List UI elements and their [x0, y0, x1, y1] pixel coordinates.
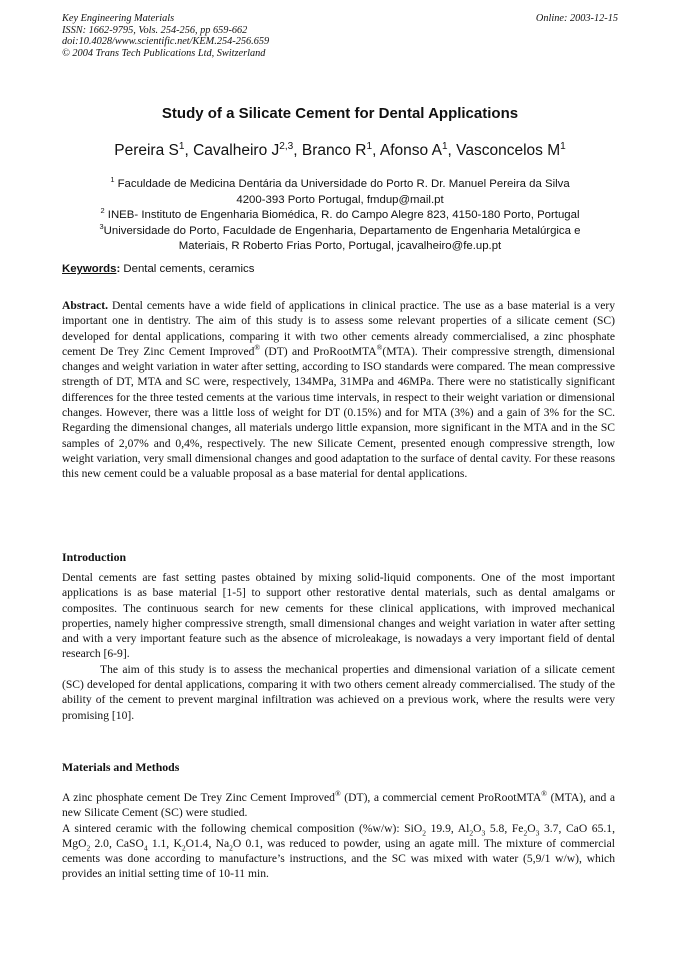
- keywords-label: Keywords: [62, 263, 117, 275]
- abstract-text: Dental cements have a wide field of applications in clinical practice. The use as a base material is a very important one in dentistry. The aim of this study is to assess some relevant properties of a silicate cement (SC) developed for dental applications, comparing it with two other cements already commercialised, a zinc phosphate cement De Trey Zinc Cement Improved: [62, 299, 615, 358]
- materials-methods-section: [62, 790, 615, 882]
- author-separator: ,: [447, 142, 457, 159]
- abstract-text: (DT) and ProRootMTA: [260, 344, 377, 358]
- affiliation-number: 2: [100, 206, 105, 216]
- subscript: 2: [469, 827, 474, 837]
- author-separator: ,: [293, 142, 302, 159]
- journal-doi: doi:10.4028/www.scientific.net/KEM.254-256.659: [62, 36, 270, 48]
- registered-mark: ®: [541, 789, 548, 799]
- abstract-text: (MTA). Their compressive strength, dimensional changes and weight variation in water after setting, according to ISO standards were compared. The mean compressive strength of DT, MTA and SC were, respectively, 134MPa, 31MPa and 46MPa. There were no statistically significant differences for the three tested cements at the various time intervals, in respect to their weight variation or dimensional changes. However, there was a little loss of weight for DT (0.15%) and for MTA (3%) and a gain of 3% for the SC. Regarding the dimensional changes, all materials undergo little expansion, more significant in the MTA and in the SC samples of 2,07% and 0,4%, respectively. The new Silicate Cement, presented enough compressive strength, low weight variation, very small dimensional changes and good adaptation to the surface of dental cavity. For these reasons this new cement could be a valuable proposal as a base material for dental applications.: [62, 344, 615, 481]
- composition-text: 1.1, K: [147, 836, 182, 850]
- affiliation-text: Faculdade de Medicina Dentária da Universidade do Porto R. Dr. Manuel Pereira da Silva: [114, 178, 570, 190]
- affiliations: [62, 177, 618, 255]
- author-name: Cavalheiro J: [193, 142, 280, 159]
- journal-copyright: © 2004 Trans Tech Publications Ltd, Switzerland: [62, 47, 266, 59]
- affiliation-text: Universidade do Porto, Faculdade de Engenharia, Departamento de Engenharia Metalúrgica e: [103, 224, 581, 237]
- journal-name: Key Engineering Materials: [62, 13, 175, 24]
- affiliation-number: 1: [110, 175, 115, 185]
- author-affiliation-mark: 1: [178, 140, 185, 152]
- composition-text: A sintered ceramic with the following chemical composition (%w/w): SiO: [62, 821, 423, 835]
- subscript: 2: [229, 843, 233, 853]
- affiliation-2: [62, 208, 618, 224]
- author-name: Afonso A: [379, 142, 442, 159]
- materials-text: (MTA), and a new Silicate Cement (SC) were studied.: [62, 791, 615, 820]
- journal-header: [62, 13, 618, 59]
- author-name: Pereira S: [114, 142, 179, 159]
- subscript: 2: [181, 843, 186, 853]
- subscript: 3: [535, 827, 540, 837]
- registered-mark: ®: [334, 789, 341, 799]
- keywords-text: Dental cements, ceramics: [120, 263, 255, 275]
- subscript: 3: [481, 827, 486, 837]
- journal-issn: ISSN: 1662-9795, Vols. 254-256, pp 659-662: [62, 24, 248, 36]
- composition-text: O: [527, 821, 536, 835]
- composition-text: O: [473, 821, 482, 835]
- abstract-paragraph: [62, 298, 615, 482]
- composition-text: 5.8, Fe: [485, 821, 524, 835]
- introduction-paragraph-2: The aim of this study is to assess the mechanical properties and dimensional variation of a silicate cement (SC) developed for dental applications, comparing it with two others cement already commercialised. The study of the ability of the cement to prevent marginal infiltration was achieved on a previous work, where the results were very promising [10].: [62, 662, 615, 722]
- author-affiliation-mark: 1: [441, 140, 448, 152]
- subscript: 2: [422, 827, 426, 837]
- clipped-header-line: [62, 60, 122, 65]
- composition-text: 19.9, Al: [425, 821, 470, 835]
- keywords-colon: :: [116, 263, 121, 275]
- materials-paragraph-2: [62, 821, 615, 882]
- affiliation-3-address: Materiais, R Roberto Frias Porto, Portugal, jcavalheiro@fe.up.pt: [178, 240, 502, 252]
- affiliation-number: 3: [99, 221, 104, 231]
- author-affiliation-mark: 2,3: [279, 140, 294, 152]
- materials-text: (DT), a commercial cement ProRootMTA: [340, 791, 542, 804]
- paper-title: Study of a Silicate Cement for Dental Applications: [161, 105, 519, 122]
- author-name: Vasconcelos M: [456, 142, 561, 159]
- affiliation-3: [62, 221, 618, 240]
- author-list: [62, 142, 618, 160]
- online-date: Online: 2003-12-15: [535, 13, 618, 24]
- author-separator: ,: [372, 142, 380, 159]
- author-separator: ,: [184, 142, 194, 159]
- composition-text: O1.4, Na: [185, 836, 230, 850]
- subscript: 2: [523, 827, 528, 837]
- introduction-section: [62, 570, 615, 723]
- keywords-line: [62, 263, 618, 275]
- registered-mark: ®: [254, 343, 261, 353]
- introduction-heading: Introduction: [62, 550, 127, 564]
- subscript: 2: [86, 843, 91, 853]
- author-affiliation-mark: 1: [366, 140, 373, 152]
- materials-text: A zinc phosphate cement De Trey Zinc Cement Improved: [62, 791, 335, 804]
- affiliation-text: INEB- Instituto de Engenharia Biomédica, R. do Campo Alegre 823, 4150-180 Porto, Portugal: [104, 209, 580, 221]
- materials-paragraph-1: [62, 790, 615, 821]
- abstract-label: Abstract.: [62, 299, 109, 312]
- author-name: Branco R: [301, 142, 367, 159]
- materials-methods-heading: Materials and Methods: [62, 760, 180, 774]
- affiliation-1-address: 4200-393 Porto Portugal, fmdup@mail.pt: [236, 193, 444, 206]
- composition-text: O 0.1, was reduced to powder, using an agate mill. The mixture of commercial cements was done according to manufacture’s instructions, and the SC was mixed with water (5,9/1 w/w), which provides an initial setting time of 10-11 min.: [62, 836, 615, 881]
- registered-mark: ®: [376, 343, 383, 353]
- composition-text: 2.0, CaSO: [90, 836, 144, 850]
- author-affiliation-mark: 1: [560, 140, 566, 152]
- introduction-paragraph-1: Dental cements are fast setting pastes obtained by mixing solid-liquid components. One of the most important applications is as base material [1-5] to support other restorative dental materials, such as dental amalgams or composites. The continuous search for new cements for these clinical applications, with improved mechanical properties, namely higher compressive strength, small dimensional changes and weight variation in water after setting and with a very important feature such as the absence of microleakage, is nowadays a very important field of dental research [6-9].: [62, 571, 615, 661]
- affiliation-1: [62, 177, 618, 193]
- subscript: 4: [143, 843, 148, 853]
- composition-text: 3.7, CaO 65.1, MgO: [62, 821, 615, 850]
